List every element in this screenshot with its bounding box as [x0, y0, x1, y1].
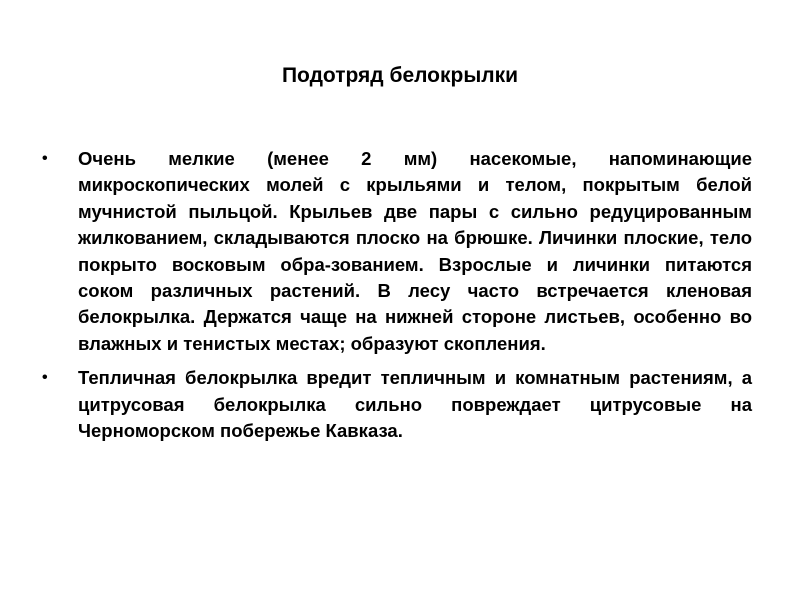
bullet-text-description: Очень мелкие (менее 2 мм) насекомые, напоминающие микроскопических молей с крыльями и телом, покрытым белой мучнистой пыльцой. Крыльев две пары с сильно редуцированным жилкованием, складываются плоско на брюшке. Личинки плоские, тело покрыто восковым обра-зованием. Взрослые и личинки питаются соком различных растений. В лесу часто встречается кленовая белокрылка. Держатся чаще на нижней стороне листьев, особенно во влажных и тенистых местах; образуют скопления. — [78, 148, 752, 354]
bullet-item-description — [36, 146, 752, 357]
bullet-dot-icon: • — [42, 150, 48, 167]
slide-title: Подотряд белокрылки — [281, 64, 519, 87]
bullet-item-pests — [36, 365, 752, 444]
bullet-list — [36, 146, 752, 452]
bullet-text-pests: Тепличная белокрылка вредит тепличным и комнатным растениям, а цитрусовая белокрылка сильно повреждает цитрусовые на Черноморском побережье Кавказа. — [78, 367, 752, 442]
bullet-dot-icon: • — [42, 369, 48, 387]
